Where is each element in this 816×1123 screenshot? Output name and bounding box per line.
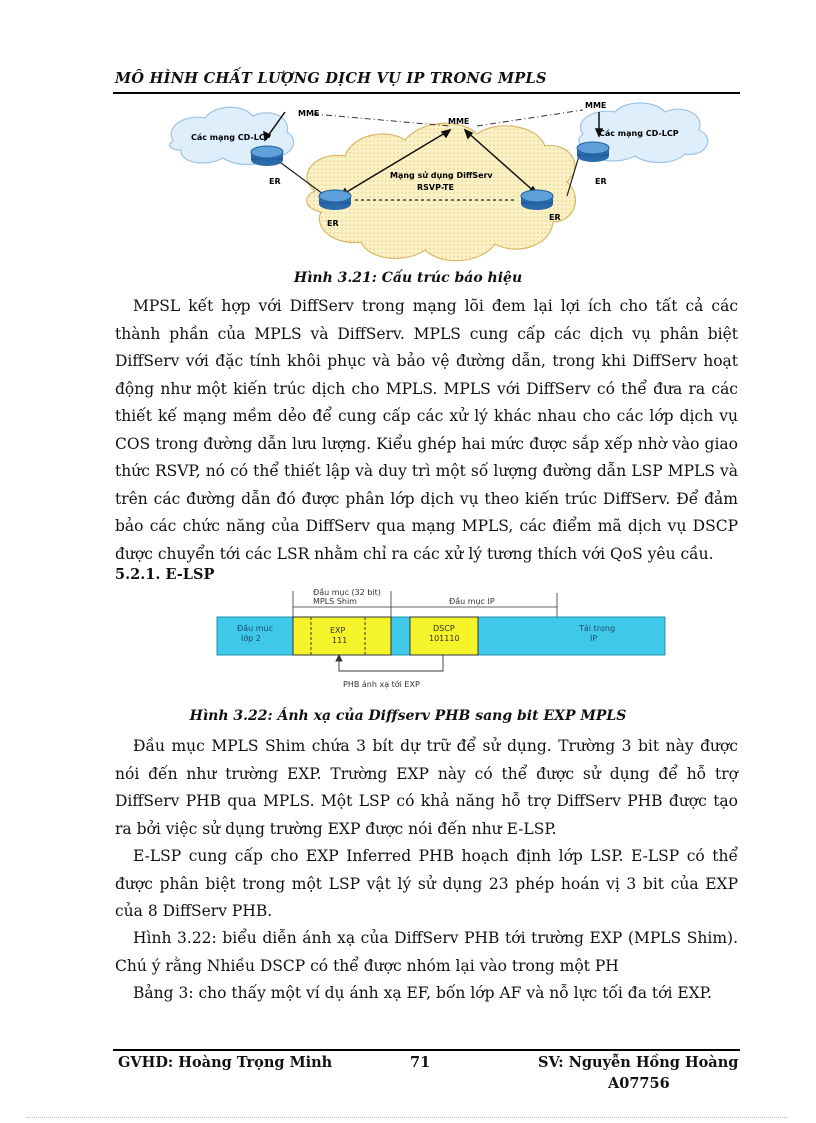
mme-label-left: MME: [298, 109, 320, 118]
exp-value: 111: [332, 636, 348, 645]
page-header: [113, 66, 740, 94]
body-paragraph: Hình 3.22: biểu diễn ánh xạ của DiffServ PHB tới trường EXP (MPLS Shim). Chú ý rằng Nhiều DSCP có thể được nhóm lại vào trong một PH: [115, 929, 738, 975]
router-icon: [577, 142, 609, 162]
cloud-right-label: Các mạng CD-LCP: [599, 129, 679, 138]
router-icon: [319, 190, 351, 210]
mme-link-right: [477, 110, 583, 126]
figure-caption: Hình 3.21: Cấu trúc báo hiệu: [293, 270, 523, 286]
header-title: MÔ HÌNH CHẤT LƯỢNG DỊCH VỤ IP TRONG MPLS: [115, 70, 547, 87]
body-paragraph: Đầu mục MPLS Shim chứa 3 bít dự trữ để sử dụng. Trường 3 bit này được nói đến như trường EXP. Trường EXP này có thể được sử dụng để hỗ trợ DiffServ PHB qua MPLS. Một LSP có khả năng hỗ trợ DiffServ PHB được tạo ra bởi việc sử dụng trường EXP được nói đến như E-LSP.: [115, 737, 738, 838]
mme-label-right: MME: [585, 101, 607, 110]
er-label: ER: [269, 177, 281, 186]
router-icon: [251, 146, 283, 166]
cloud-center-label-2: RSVP-TE: [417, 183, 454, 192]
exp-mapping-diagram: [215, 583, 667, 695]
signaling-diagram: [165, 96, 720, 266]
er-label: ER: [595, 177, 607, 186]
er-label: ER: [327, 219, 339, 228]
dscp-value: 101110: [429, 634, 460, 643]
footer-advisor: GVHD: Hoàng Trọng Minh: [118, 1054, 333, 1071]
layer2-label-2: lớp 2: [241, 634, 261, 643]
mapping-arrow: [336, 655, 443, 671]
footer-student-id: A07756: [608, 1075, 670, 1092]
bottom-dotted-line: [27, 1117, 787, 1118]
mme-link-left: [313, 114, 450, 126]
payload-label: Tải trọng: [579, 624, 616, 633]
mpls-header-label: Đầu mục (32 bit): [313, 588, 381, 597]
body-paragraph: MPSL kết hợp với DiffServ trong mạng lõi đem lại lợi ích cho tất cả các thành phần của MPLS và DiffServ. MPLS cung cấp các dịch vụ phân biệt DiffServ với đặc tính khôi phục và bảo vệ đường dẫn, trong khi DiffServ hoạt động như một kiến trúc dịch cho MPLS. MPLS với DiffServ có thể đưa ra các thiết kế mạng mềm dẻo để cung cấp các xử lý khác nhau cho các lớp dịch vụ COS trong đường dẫn lưu lượng. Kiểu ghép hai mức được sắp xếp nhờ vào giao thức RSVP, nó có thể thiết lập và duy trì một số lượng đường dẫn LSP MPLS và trên các đường dẫn đó được phân lớp dịch vụ theo kiến trúc DiffServ. Để đảm bảo các chức năng của DiffServ qua mạng MPLS, các điểm mã dịch vụ DSCP được chuyển tới các LSR nhằm chỉ ra các xử lý tương thích với QoS yêu cầu.: [115, 297, 738, 563]
body-paragraph: Bảng 3: cho thấy một ví dụ ánh xạ EF, bốn lớp AF và nỗ lực tối đa tới EXP.: [133, 984, 712, 1002]
figure-caption: Hình 3.22: Ánh xạ của Diffserv PHB sang bit EXP MPLS: [189, 708, 627, 724]
page-number: 71: [410, 1054, 431, 1071]
footer-divider: [113, 1049, 740, 1051]
cloud-left-label: Các mạng CD-LCP: [191, 133, 271, 142]
section-heading: 5.2.1. E-LSP: [115, 566, 215, 583]
ip-header-label: Đầu mục IP: [449, 597, 495, 606]
cloud-center-label-1: Mạng sử dụng DiffServ: [390, 171, 493, 180]
footer-student: SV: Nguyễn Hồng Hoàng: [538, 1054, 739, 1071]
mpls-shim-label: MPLS Shim: [313, 597, 357, 606]
dscp-label: DSCP: [433, 624, 455, 633]
exp-label: EXP: [330, 626, 346, 635]
er-label: ER: [549, 213, 561, 222]
router-icon: [521, 190, 553, 210]
mme-label-center: MME: [448, 117, 470, 126]
layer2-label: Đầu mục: [237, 624, 273, 633]
payload-label-2: IP: [590, 634, 598, 643]
body-paragraph: E-LSP cung cấp cho EXP Inferred PHB hoạch định lớp LSP. E-LSP có thể được phân biệt trong một LSP vật lý sử dụng 23 phép hoán vị 3 bit của EXP của 8 DiffServ PHB.: [115, 847, 738, 920]
phb-mapping-label: PHB ánh xạ tới EXP: [343, 680, 420, 689]
